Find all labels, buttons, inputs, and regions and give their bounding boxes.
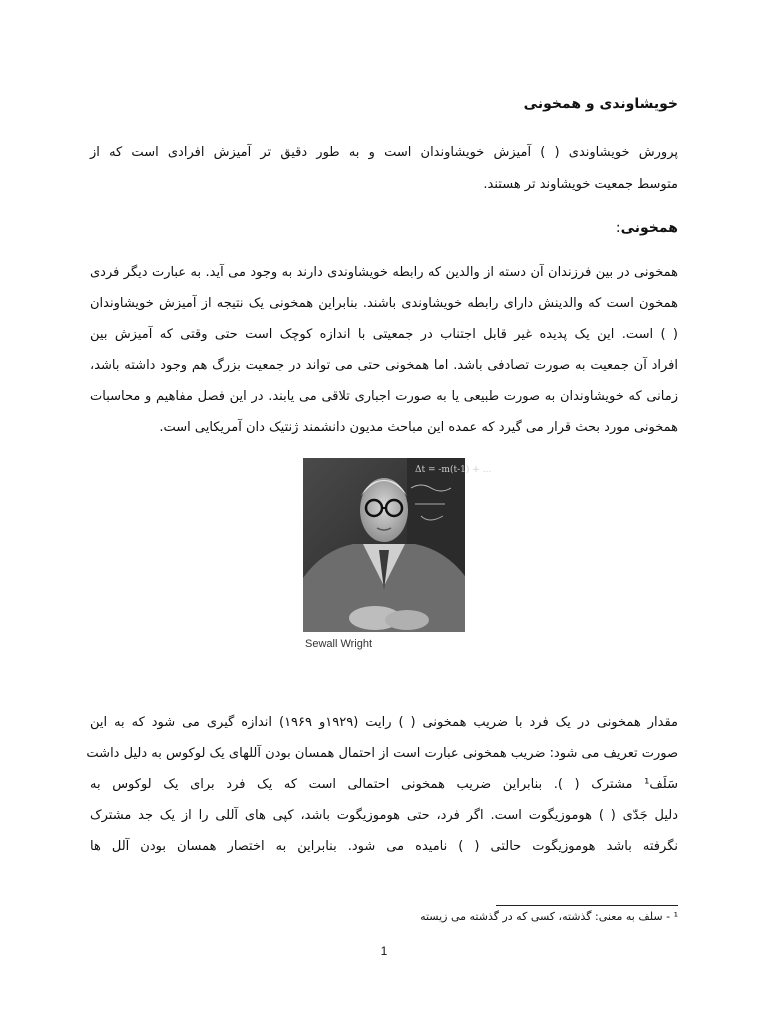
section-heading-colon: : <box>615 220 621 236</box>
body-line: مقدار همخونی در یک فرد با ضریب همخونی ( ) رایت (۱۹۲۹و ۱۹۶۹) اندازه گیری می شود که به این <box>90 715 679 730</box>
footnote-separator <box>496 905 678 906</box>
body-line: صورت تعریف می شود: ضریب همخونی عبارت است از احتمال همسان بودن آللهای یک لوکوس به دلیل داشت <box>86 746 678 761</box>
portrait-photo <box>303 458 492 632</box>
body-line: افراد آن جمعیت به صورت تصادفی باشد. اما همخونی حتی می تواند در جمعیت بزرگ هم وجود داشته باشد، <box>90 358 678 373</box>
page-title: خویشاوندی و همخونی <box>523 96 678 112</box>
section-heading-text: همخونی <box>620 220 678 236</box>
section-heading <box>616 220 678 236</box>
body-line: دلیل جَدّی ( ) هوموزیگوت است. اگر فرد، حتی هوموزیگوت باشد، کپی های آللی را از یک جد مشترک <box>90 808 678 823</box>
body-line: زمانی که خویشاوندان به صورت طبیعی یا به صورت اجباری تلاقی می یابند. در این فصل مفاهیم و محاسبات <box>90 389 678 404</box>
body-line: سَلَف¹ مشترک ( ). بنابراین ضریب همخونی احتمالی است که یک فرد برای یک لوکوس به <box>90 777 678 792</box>
footnote: ¹ - سلف به معنی: گذشته، کسی که در گذشته می زیسته <box>420 910 678 923</box>
body-line: همخونی مورد بحث قرار می گیرد که عمده این مباحث مدیون دانشمند ژنتیک دان آمریکایی است. <box>159 420 678 435</box>
intro-line-2: متوسط جمعیت خویشاوند تر هستند. <box>483 177 678 192</box>
intro-line-1: پرورش خویشاوندی ( ) آمیزش خویشاوندان است و به طور دقیق تر آمیزش افرادی است که از <box>90 145 678 160</box>
photo-caption: Sewall Wright <box>305 638 373 650</box>
body-line: نگرفته باشد هوموزیگوت حالتی ( ) نامیده می شود. بنابراین به اختصار همسان بودن آلل ها <box>90 839 678 854</box>
body-line: ( ) است. این یک پدیده غیر قابل اجتناب در جمعیتی با اندازه کوچک است حتی وقتی که آمیزش بین <box>90 327 678 342</box>
page-number: 1 <box>380 944 388 958</box>
body-line: همخون است که والدینش دارای رابطه خویشاوندی باشند. بنابراین همخونی یک نتیجه از آمیزش خویشاوندان <box>90 296 678 311</box>
body-line: همخونی در بین فرزندان آن دسته از والدین که رابطه خویشاوندی دارند به وجود می آید. به عبارت دیگر فردی <box>90 265 678 280</box>
blackboard-formula: Δt = -m(t-1) + ... <box>415 465 492 475</box>
portrait-image <box>303 458 492 632</box>
